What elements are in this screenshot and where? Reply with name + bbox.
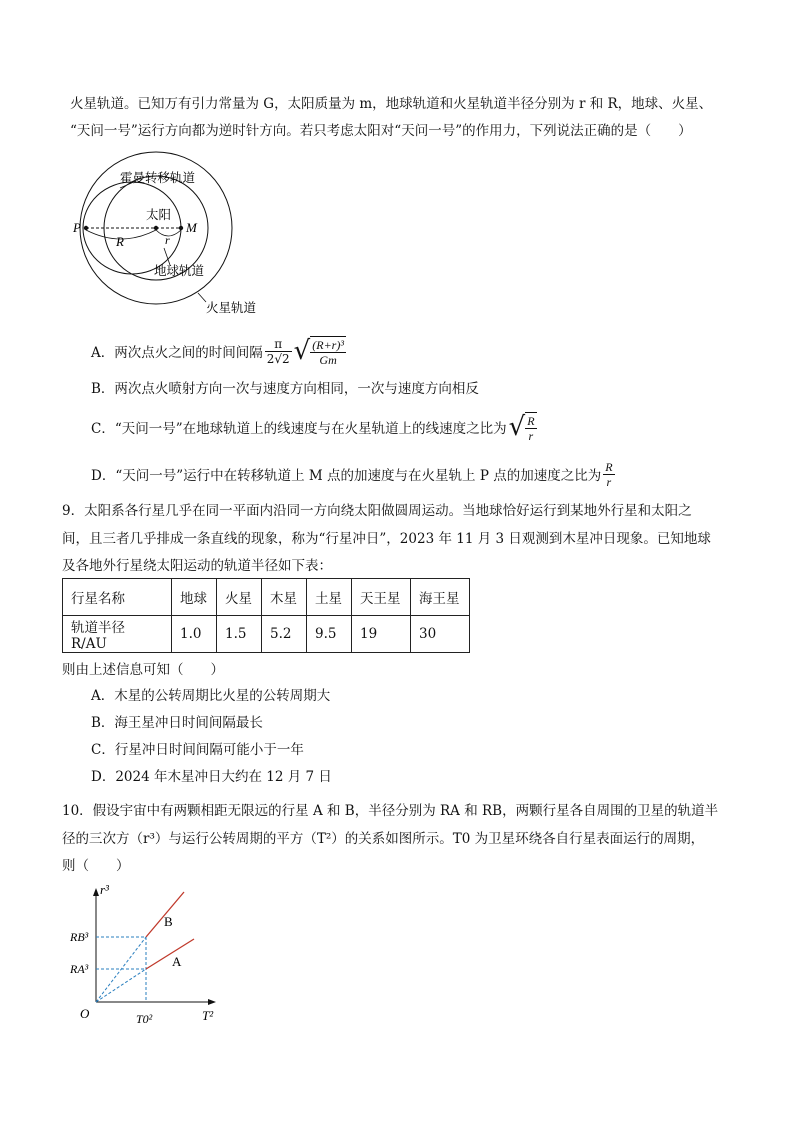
q10-line1: 10．假设宇宙中有两颗相距无限远的行星 A 和 B，半径分别为 RA 和 RB，两颗行星各自周围的卫星的轨道半 — [62, 803, 719, 819]
R-label: R — [116, 234, 124, 249]
q8-option-c — [91, 410, 537, 444]
q9-option-b: B．海王星冲日时间间隔最长 — [91, 715, 263, 731]
q8-option-a-radicand — [310, 336, 346, 367]
c-den: r — [528, 428, 534, 443]
r3-t2-graph — [66, 880, 236, 1030]
q9-prompt: 则由上述信息可知（ ） — [62, 662, 224, 678]
sqrt-sign: √ — [293, 336, 311, 366]
q8-option-d-text: D．“天问一号”运行中在转移轨道上 M 点的加速度与在火星轨上 P 点的加速度之比为 — [91, 468, 602, 484]
sqrt-sign-c: √ — [508, 412, 526, 442]
rb-tick-label: RB³ — [70, 930, 89, 944]
q9-line3: 及各地外行星绕太阳运动的轨道半径如下表： — [62, 558, 332, 574]
table-row-label: 轨道半径 R/AU — [63, 616, 172, 653]
table-cell: 天王星 — [352, 579, 411, 616]
table-cell: 1.0 — [172, 616, 217, 653]
q8-option-a — [91, 334, 346, 368]
table-cell: 木星 — [262, 579, 307, 616]
line-a — [146, 939, 194, 969]
table-header-row — [63, 579, 470, 616]
q8-stem-line2: “天问一号”运行方向都为逆时针方向。若只考虑太阳对“天问一号”的作用力，下列说法正确的是（ ） — [70, 123, 692, 139]
orbit-radius-table — [62, 578, 470, 653]
c-num: R — [527, 413, 535, 428]
series-a-label: A — [172, 954, 182, 969]
q8-stem-line1: 火星轨道。已知万有引力常量为 G，太阳质量为 m，地球轨道和火星轨道半径分别为 r 和 R，地球、火星、 — [70, 96, 713, 112]
q8-option-a-text: A．两次点火之间的时间间隔 — [91, 345, 263, 361]
q9-option-d: D．2024 年木星冲日大约在 12 月 7 日 — [91, 769, 332, 785]
p-label: P — [73, 220, 81, 235]
y-axis-label: r³ — [100, 882, 109, 897]
table-cell: 行星名称 — [63, 579, 172, 616]
table-cell: 19 — [352, 616, 411, 653]
q9-option-c: C．行星冲日时间间隔可能小于一年 — [91, 742, 304, 758]
table-row — [63, 616, 470, 653]
d-num: R — [605, 459, 613, 474]
m-label: M — [186, 220, 197, 235]
mars-leader — [198, 293, 206, 302]
origin-label: O — [80, 1006, 90, 1021]
ra-tick-label: RA³ — [70, 962, 89, 976]
dashed-a-origin — [96, 969, 146, 1002]
t0-tick-label: T0² — [136, 1012, 153, 1026]
point-m — [179, 226, 183, 230]
earth-orbit-label: 地球轨道 — [154, 264, 205, 278]
q8-option-d — [91, 457, 615, 491]
table-cell: 5.2 — [262, 616, 307, 653]
q9-line2: 间，且三者几乎排成一条直线的现象，称为“行星冲日”，2023 年 11 月 3 日观测到木星冲日现象。已知地球 — [62, 531, 711, 547]
table-cell: 1.5 — [217, 616, 262, 653]
d-den: r — [606, 474, 612, 489]
x-axis-arrow-icon — [208, 999, 216, 1005]
q8-option-b: B．两次点火喷射方向一次与速度方向相同，一次与速度方向相反 — [91, 381, 479, 397]
q9-line1: 9．太阳系各行星几乎在同一平面内沿同一方向绕太阳做圆周运动。当地球恰好运行到某地外行星和太阳之 — [62, 503, 692, 519]
hohmann-orbit-figure — [66, 150, 276, 320]
q10-line3: 则（ ） — [62, 858, 130, 874]
q8-option-c-frac — [525, 412, 536, 443]
table-cell: 30 — [411, 616, 470, 653]
rad-num: (R+r)³ — [312, 337, 344, 352]
table-cell: 土星 — [307, 579, 352, 616]
q8-option-a-coef — [265, 337, 292, 366]
y-axis-arrow-icon — [93, 888, 99, 896]
point-p — [84, 226, 88, 230]
q8-option-d-frac — [603, 460, 614, 489]
table-cell: 9.5 — [307, 616, 352, 653]
mars-orbit-label: 火星轨道 — [206, 301, 257, 315]
coef-den: 2√2 — [266, 351, 290, 366]
table-cell: 海王星 — [411, 579, 470, 616]
q8-option-c-text: C．“天问一号”在地球轨道上的线速度与在火星轨道上的线速度之比为 — [91, 421, 507, 437]
coef-num: π — [265, 337, 292, 352]
rad-den: Gm — [319, 352, 337, 367]
series-b-label: B — [164, 914, 173, 929]
q9-option-a: A．木星的公转周期比火星的公转周期大 — [91, 688, 331, 704]
sun-point — [154, 226, 158, 230]
x-axis-label: T² — [202, 1008, 214, 1023]
table-cell: 火星 — [217, 579, 262, 616]
q10-line2: 径的三次方（r³）与运行公转周期的平方（T²）的关系如图所示。T0 为卫星环绕各自行星表面运行的周期， — [62, 831, 705, 847]
r-label: r — [165, 233, 170, 247]
table-cell: 地球 — [172, 579, 217, 616]
sun-label: 太阳 — [146, 208, 172, 222]
hohmann-label: 霍曼转移轨道 — [120, 171, 196, 185]
